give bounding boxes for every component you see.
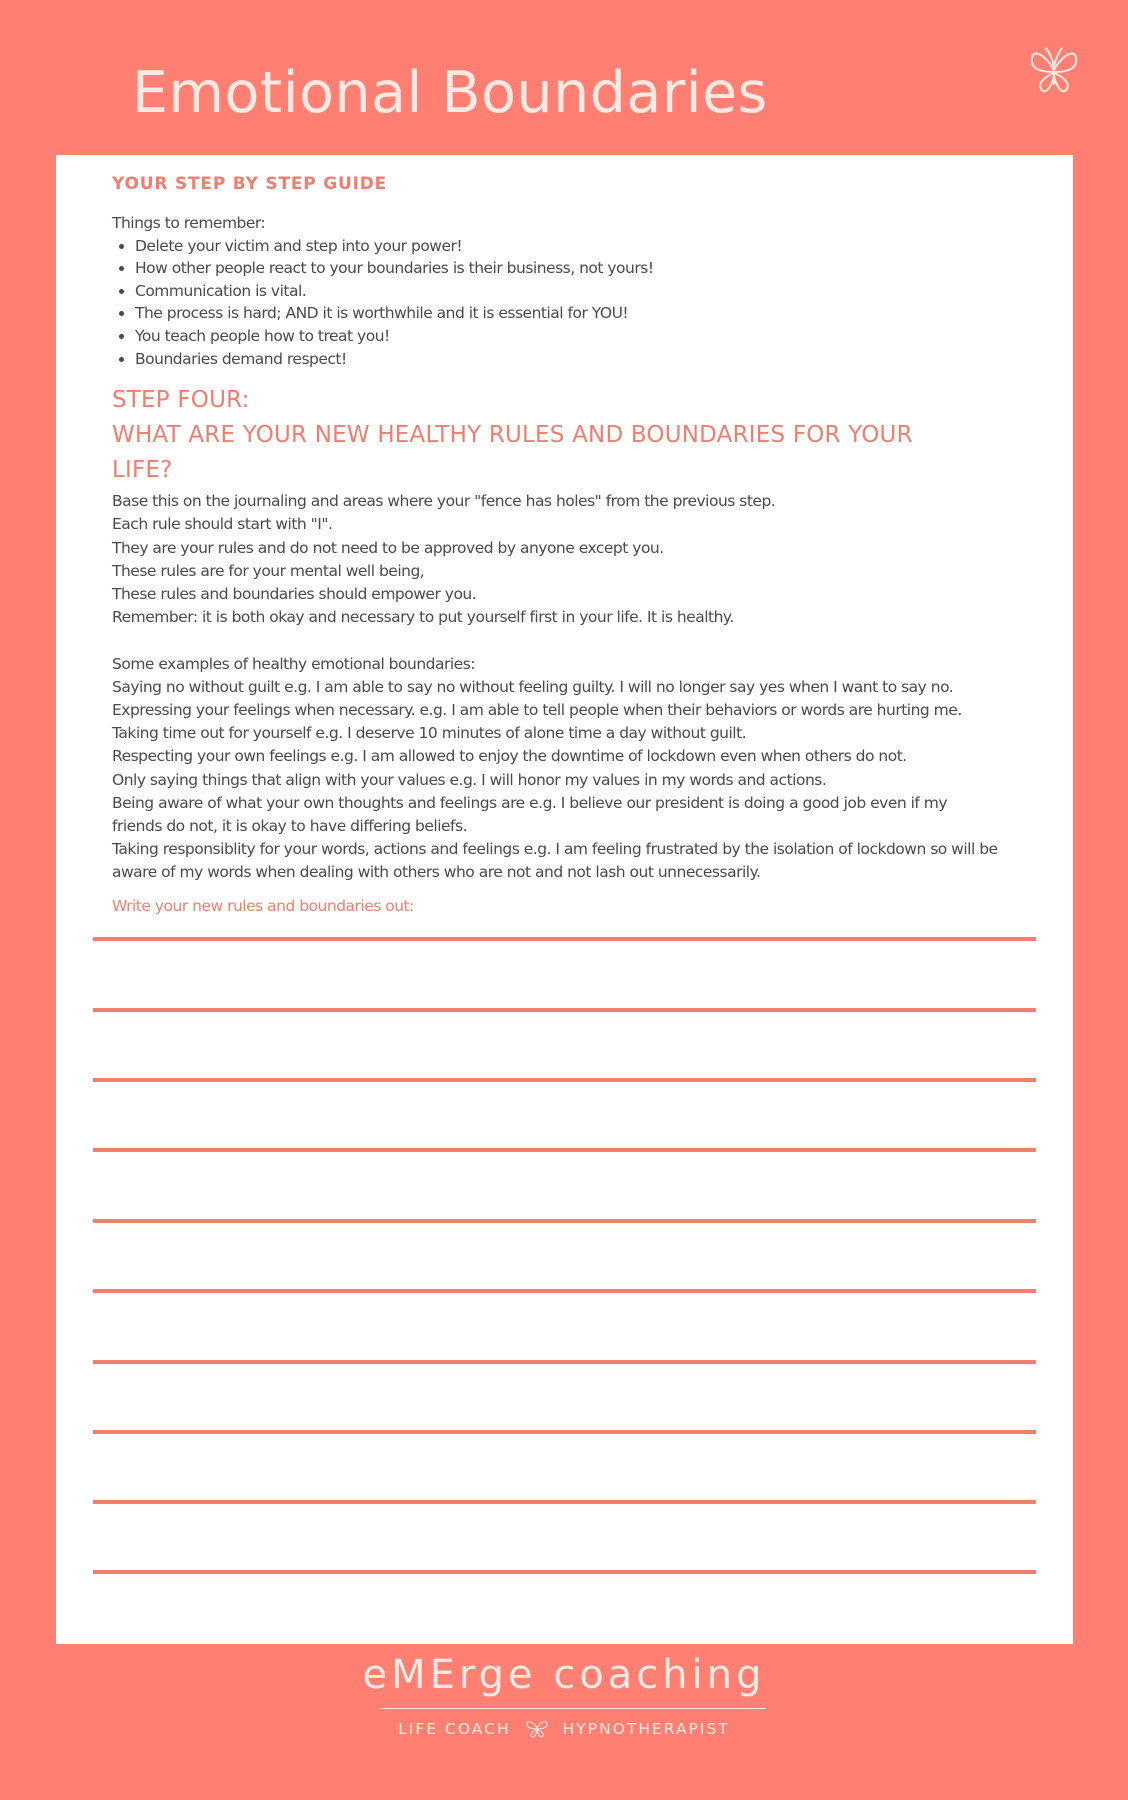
example-line: Being aware of what your own thoughts and feelings are e.g. I believe our president is doing a good job even if my (112, 793, 948, 812)
instruction-line: These rules are for your mental well being, (112, 561, 425, 580)
instruction-line: Each rule should start with "I". (112, 515, 333, 534)
butterfly-icon (1022, 40, 1086, 104)
instruction-line: Remember: it is both okay and necessary to put yourself first in your life. It is healthy. (112, 608, 734, 627)
example-line: Respecting your own feelings e.g. I am allowed to enjoy the downtime of lockdown even when others do not. (112, 747, 907, 766)
list-item: • How other people react to your boundaries is their business, not yours! (135, 257, 1062, 280)
instruction-line: They are your rules and do not need to be approved by anyone except you. (112, 538, 664, 557)
guide-label: YOUR STEP BY STEP GUIDE (112, 174, 388, 194)
remember-intro: Things to remember: (112, 214, 266, 232)
example-line: Expressing your feelings when necessary. e.g. I am able to tell people when their behaviors or words are hurting me. (112, 700, 962, 719)
footer-tagline (0, 1718, 1128, 1740)
paragraph-gap (112, 629, 1062, 652)
page-title: Emotional Boundaries (132, 60, 768, 126)
footer-brand: eMErge coaching (362, 1652, 766, 1698)
writing-line[interactable] (93, 1219, 1036, 1223)
tagline-hypnotherapist: HYPNOTHERAPIST (562, 1720, 730, 1738)
writing-line[interactable] (93, 1360, 1036, 1364)
example-line: Taking responsiblity for your words, actions and feelings e.g. I am feeling frustrated by the isolation of lockdown so will be (112, 840, 998, 859)
footer-divider (380, 1708, 766, 1709)
example-line: Taking time out for yourself e.g. I deserve 10 minutes of alone time a day without guilt. (112, 724, 747, 743)
example-line: Saying no without guilt e.g. I am able to say no without feeling guilty. I will no longer say yes when I want to say no. (112, 677, 954, 696)
writing-line[interactable] (93, 937, 1036, 941)
write-prompt: Write your new rules and boundaries out: (112, 896, 414, 915)
example-line: friends do not, it is okay to have differing beliefs. (112, 816, 468, 835)
list-item: • Boundaries demand respect! (135, 348, 1062, 371)
writing-line[interactable] (93, 1500, 1036, 1504)
writing-line[interactable] (93, 1570, 1036, 1574)
instruction-line: These rules and boundaries should empower you. (112, 584, 477, 603)
list-item: • You teach people how to treat you! (135, 325, 1062, 348)
step-instructions (112, 490, 1062, 884)
list-item: • The process is hard; AND it is worthwhile and it is essential for YOU! (135, 302, 1062, 325)
writing-line[interactable] (93, 1430, 1036, 1434)
list-item: • Communication is vital. (135, 280, 1062, 303)
worksheet-content (112, 172, 1062, 917)
butterfly-icon (523, 1718, 551, 1740)
writing-line[interactable] (93, 1148, 1036, 1152)
list-item: • Delete your victim and step into your power! (135, 235, 1062, 258)
writing-line[interactable] (93, 1289, 1036, 1293)
step-heading-line: LIFE? (112, 457, 173, 484)
example-line: aware of my words when dealing with others who are not and not lash out unnecessarily. (112, 863, 761, 882)
step-heading-line: WHAT ARE YOUR NEW HEALTHY RULES AND BOUNDARIES FOR YOUR (112, 422, 913, 449)
remember-list (112, 235, 1062, 371)
step-heading (112, 383, 1062, 488)
example-line: Only saying things that align with your values e.g. I will honor my values in my words and actions. (112, 770, 827, 789)
step-heading-line: STEP FOUR: (112, 387, 250, 414)
instruction-line: Base this on the journaling and areas where your "fence has holes" from the previous step. (112, 492, 776, 511)
examples-intro: Some examples of healthy emotional boundaries: (112, 654, 475, 673)
writing-line[interactable] (93, 1008, 1036, 1012)
writing-line[interactable] (93, 1078, 1036, 1082)
tagline-life-coach: LIFE COACH (398, 1720, 511, 1738)
